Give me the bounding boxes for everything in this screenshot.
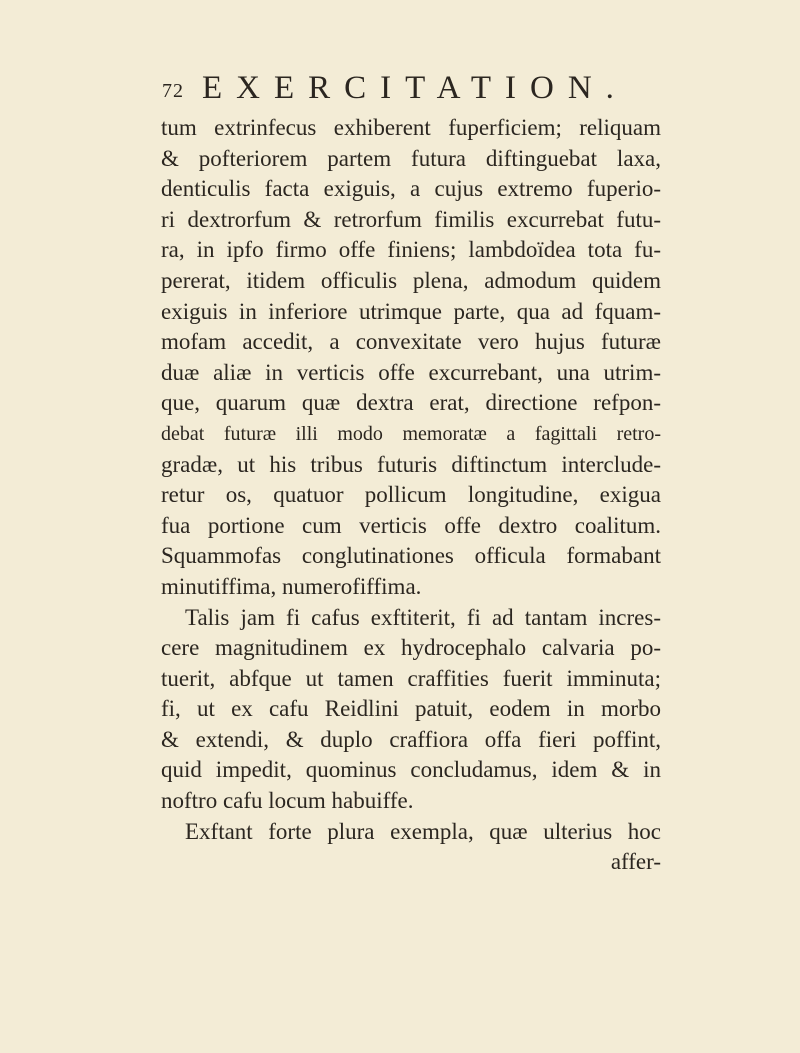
- text-line: tum extrinfecus exhiberent fuperficiem; reliquam: [161, 115, 661, 140]
- text-line: tuerit, abfque ut tamen craffities fuerit imminuta;: [161, 665, 661, 691]
- page-number: 72: [162, 80, 184, 102]
- text-line: cere magnitudinem ex hydrocephalo calvaria po-: [161, 635, 661, 661]
- page-header: [162, 70, 662, 114]
- text-line: ra, in ipfo firmo offe finiens; lambdoïdea tota fu-: [161, 237, 661, 263]
- text-line: fua portione cum verticis offe dextro coalitum.: [161, 512, 661, 538]
- text-line: mofam accedit, a convexitate vero hujus futuræ: [161, 329, 661, 355]
- catchword: affer-: [610, 849, 661, 875]
- text-line: que, quarum quæ dextra erat, directione refpon-: [161, 390, 661, 416]
- text-line: denticulis facta exiguis, a cujus extremo fuperio-: [161, 176, 661, 202]
- text-line: debat futuræ illi modo memoratæ a fagittali retro-: [161, 422, 661, 445]
- text-line: pererat, itidem officulis plena, admodum quidem: [161, 267, 661, 293]
- text-line: & extendi, & duplo craffiora offa fieri poffint,: [161, 726, 661, 752]
- text-line: minutiffima, numerofiffima.: [161, 573, 422, 599]
- text-line: gradæ, ut his tribus futuris diftinctum interclude-: [161, 451, 661, 477]
- text-line: quid impedit, quominus concludamus, idem & in: [161, 757, 661, 783]
- running-head: EXERCITATION.: [202, 70, 628, 106]
- text-line: exiguis in inferiore utrimque parte, qua ad fquam-: [161, 298, 661, 324]
- text-line: duæ aliæ in verticis offe excurrebant, una utrim-: [161, 359, 661, 385]
- body-text: [161, 113, 661, 878]
- text-line: & pofteriorem partem futura diftinguebat laxa,: [161, 145, 661, 171]
- paragraph-start-line: Exftant forte plura exempla, quæ ulterius hoc: [185, 818, 661, 844]
- text-line: retur os, quatuor pollicum longitudine, exigua: [161, 482, 661, 508]
- paragraph-start-line: Talis jam fi cafus exftiterit, fi ad tantam incres-: [185, 604, 661, 630]
- text-line: noftro cafu locum habuiffe.: [161, 788, 414, 814]
- text-line: Squammofas conglutinationes officula formabant: [161, 543, 661, 569]
- text-line: ri dextrorfum & retrorfum fimilis excurrebat futu-: [161, 206, 661, 232]
- text-line: fi, ut ex cafu Reidlini patuit, eodem in morbo: [161, 696, 661, 722]
